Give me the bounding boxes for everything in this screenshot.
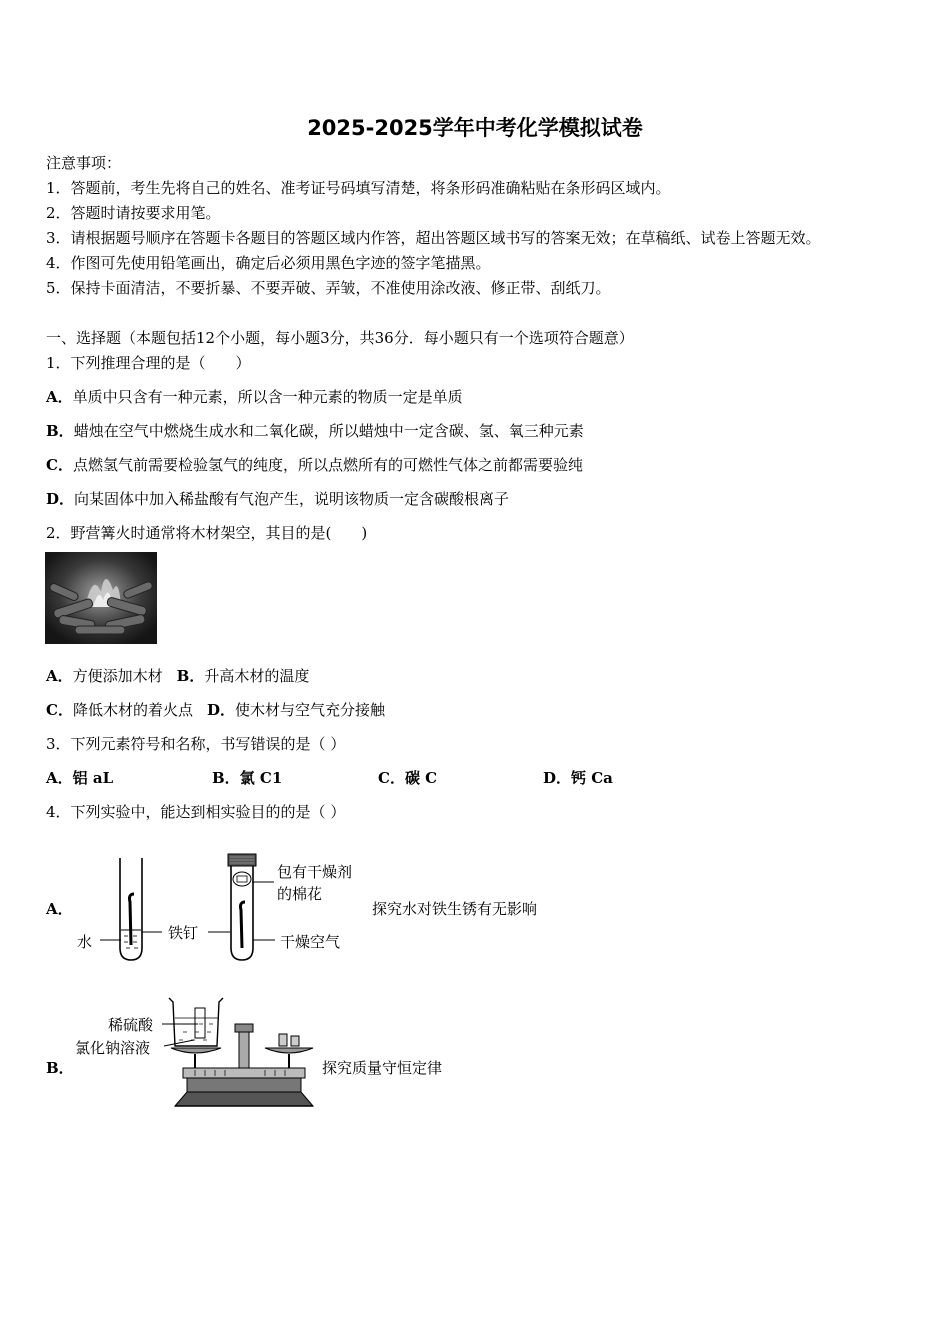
option-label: D． bbox=[46, 490, 75, 508]
option-text: 向某固体中加入稀盐酸有气泡产生，说明该物质一定含碳酸根离子 bbox=[74, 490, 510, 508]
question-1-option-d bbox=[46, 488, 509, 509]
option-label: B． bbox=[46, 422, 74, 440]
question-3-option-a bbox=[46, 767, 113, 788]
balance-experiment-diagram bbox=[165, 994, 315, 1114]
question-1-stem: 1．下列推理合理的是（ ） bbox=[46, 354, 251, 372]
option-text: 降低木材的着火点 bbox=[72, 701, 193, 719]
question-2-options-row-2 bbox=[46, 699, 385, 720]
option-label: A． bbox=[46, 388, 73, 406]
desiccant-label-line-1: 包有干燥剂 bbox=[277, 863, 353, 881]
campfire-image bbox=[45, 552, 157, 644]
page-title: 2025-2025学年中考化学模拟试卷 bbox=[307, 116, 643, 140]
question-4-stem: 4．下列实验中，能达到相实验目的的是（ ） bbox=[46, 803, 346, 821]
option-label: D． bbox=[206, 701, 235, 719]
option-text: 方便添加木材 bbox=[72, 667, 163, 685]
option-text: 点燃氢气前需要检验氢气的纯度，所以点燃所有的可燃性气体之前都需要验纯 bbox=[72, 456, 583, 474]
question-1-option-a bbox=[46, 386, 463, 407]
question-4-option-a-text: 探究水对铁生锈有无影响 bbox=[372, 900, 538, 918]
option-text: 铝 aL bbox=[72, 769, 114, 787]
question-3-option-b bbox=[212, 767, 282, 788]
option-label: A． bbox=[46, 769, 73, 787]
acid-label: 稀硫酸 bbox=[108, 1016, 154, 1034]
option-text: 氯 C1 bbox=[239, 769, 283, 787]
option-label: B． bbox=[176, 667, 205, 685]
option-label: B． bbox=[212, 769, 240, 787]
notice-item: 2．答题时请按要求用笔。 bbox=[46, 204, 221, 222]
question-3-stem: 3．下列元素符号和名称，书写错误的是（ ） bbox=[46, 735, 346, 753]
label-leader-lines bbox=[160, 1014, 200, 1054]
notice-item: 1．答题前，考生先将自己的姓名、准考证号码填写清楚，将条形码准确粘贴在条形码区域内。 bbox=[46, 179, 671, 197]
option-label: D． bbox=[543, 769, 572, 787]
question-3-option-c bbox=[378, 767, 437, 788]
question-4-option-b-label: B． bbox=[46, 1059, 74, 1077]
question-2-stem: 2．野营篝火时通常将木材架空，其目的是( ) bbox=[46, 524, 368, 542]
option-label: C． bbox=[378, 769, 405, 787]
question-2-options-row-1 bbox=[46, 665, 309, 686]
question-1-option-c bbox=[46, 454, 583, 475]
option-label: C． bbox=[46, 456, 73, 474]
question-4-option-b-text: 探究质量守恒定律 bbox=[322, 1059, 443, 1077]
desiccant-label-line-2: 的棉花 bbox=[277, 885, 323, 903]
option-text: 钙 Ca bbox=[571, 769, 613, 787]
notice-heading: 注意事项： bbox=[46, 154, 122, 172]
water-label: 水 bbox=[77, 933, 93, 951]
option-label: A． bbox=[46, 667, 73, 685]
nail-label: 铁钉 bbox=[168, 924, 199, 942]
option-text: 碳 C bbox=[404, 769, 438, 787]
salt-solution-label: 氯化钠溶液 bbox=[75, 1039, 151, 1057]
section-heading: 一、选择题（本题包括12个小题，每小题3分，共36分．每小题只有一个选项符合题意） bbox=[46, 329, 634, 347]
option-label: C． bbox=[46, 701, 73, 719]
question-4-option-a-label: A． bbox=[46, 900, 73, 918]
notice-item: 3．请根据题号顺序在答题卡各题目的答题区域内作答，超出答题区域书写的答案无效；在草稿纸、试卷上答题无效。 bbox=[46, 229, 821, 247]
notice-item: 5．保持卡面清洁，不要折暴、不要弄破、弄皱，不准使用涂改液、修正带、刮纸刀。 bbox=[46, 279, 611, 297]
dry-air-label: 干燥空气 bbox=[280, 933, 341, 951]
option-text: 使木材与空气充分接触 bbox=[234, 701, 385, 719]
notice-item: 4．作图可先使用铅笔画出，确定后必须用黑色字迹的签字笔描黑。 bbox=[46, 254, 491, 272]
option-text: 单质中只含有一种元素，所以含一种元素的物质一定是单质 bbox=[72, 388, 463, 406]
option-text: 蜡烛在空气中燃烧生成水和二氧化碳，所以蜡烛中一定含碳、氢、氧三种元素 bbox=[73, 422, 584, 440]
question-1-option-b bbox=[46, 420, 584, 441]
option-text: 升高木材的温度 bbox=[204, 667, 310, 685]
question-3-option-d bbox=[543, 767, 613, 788]
